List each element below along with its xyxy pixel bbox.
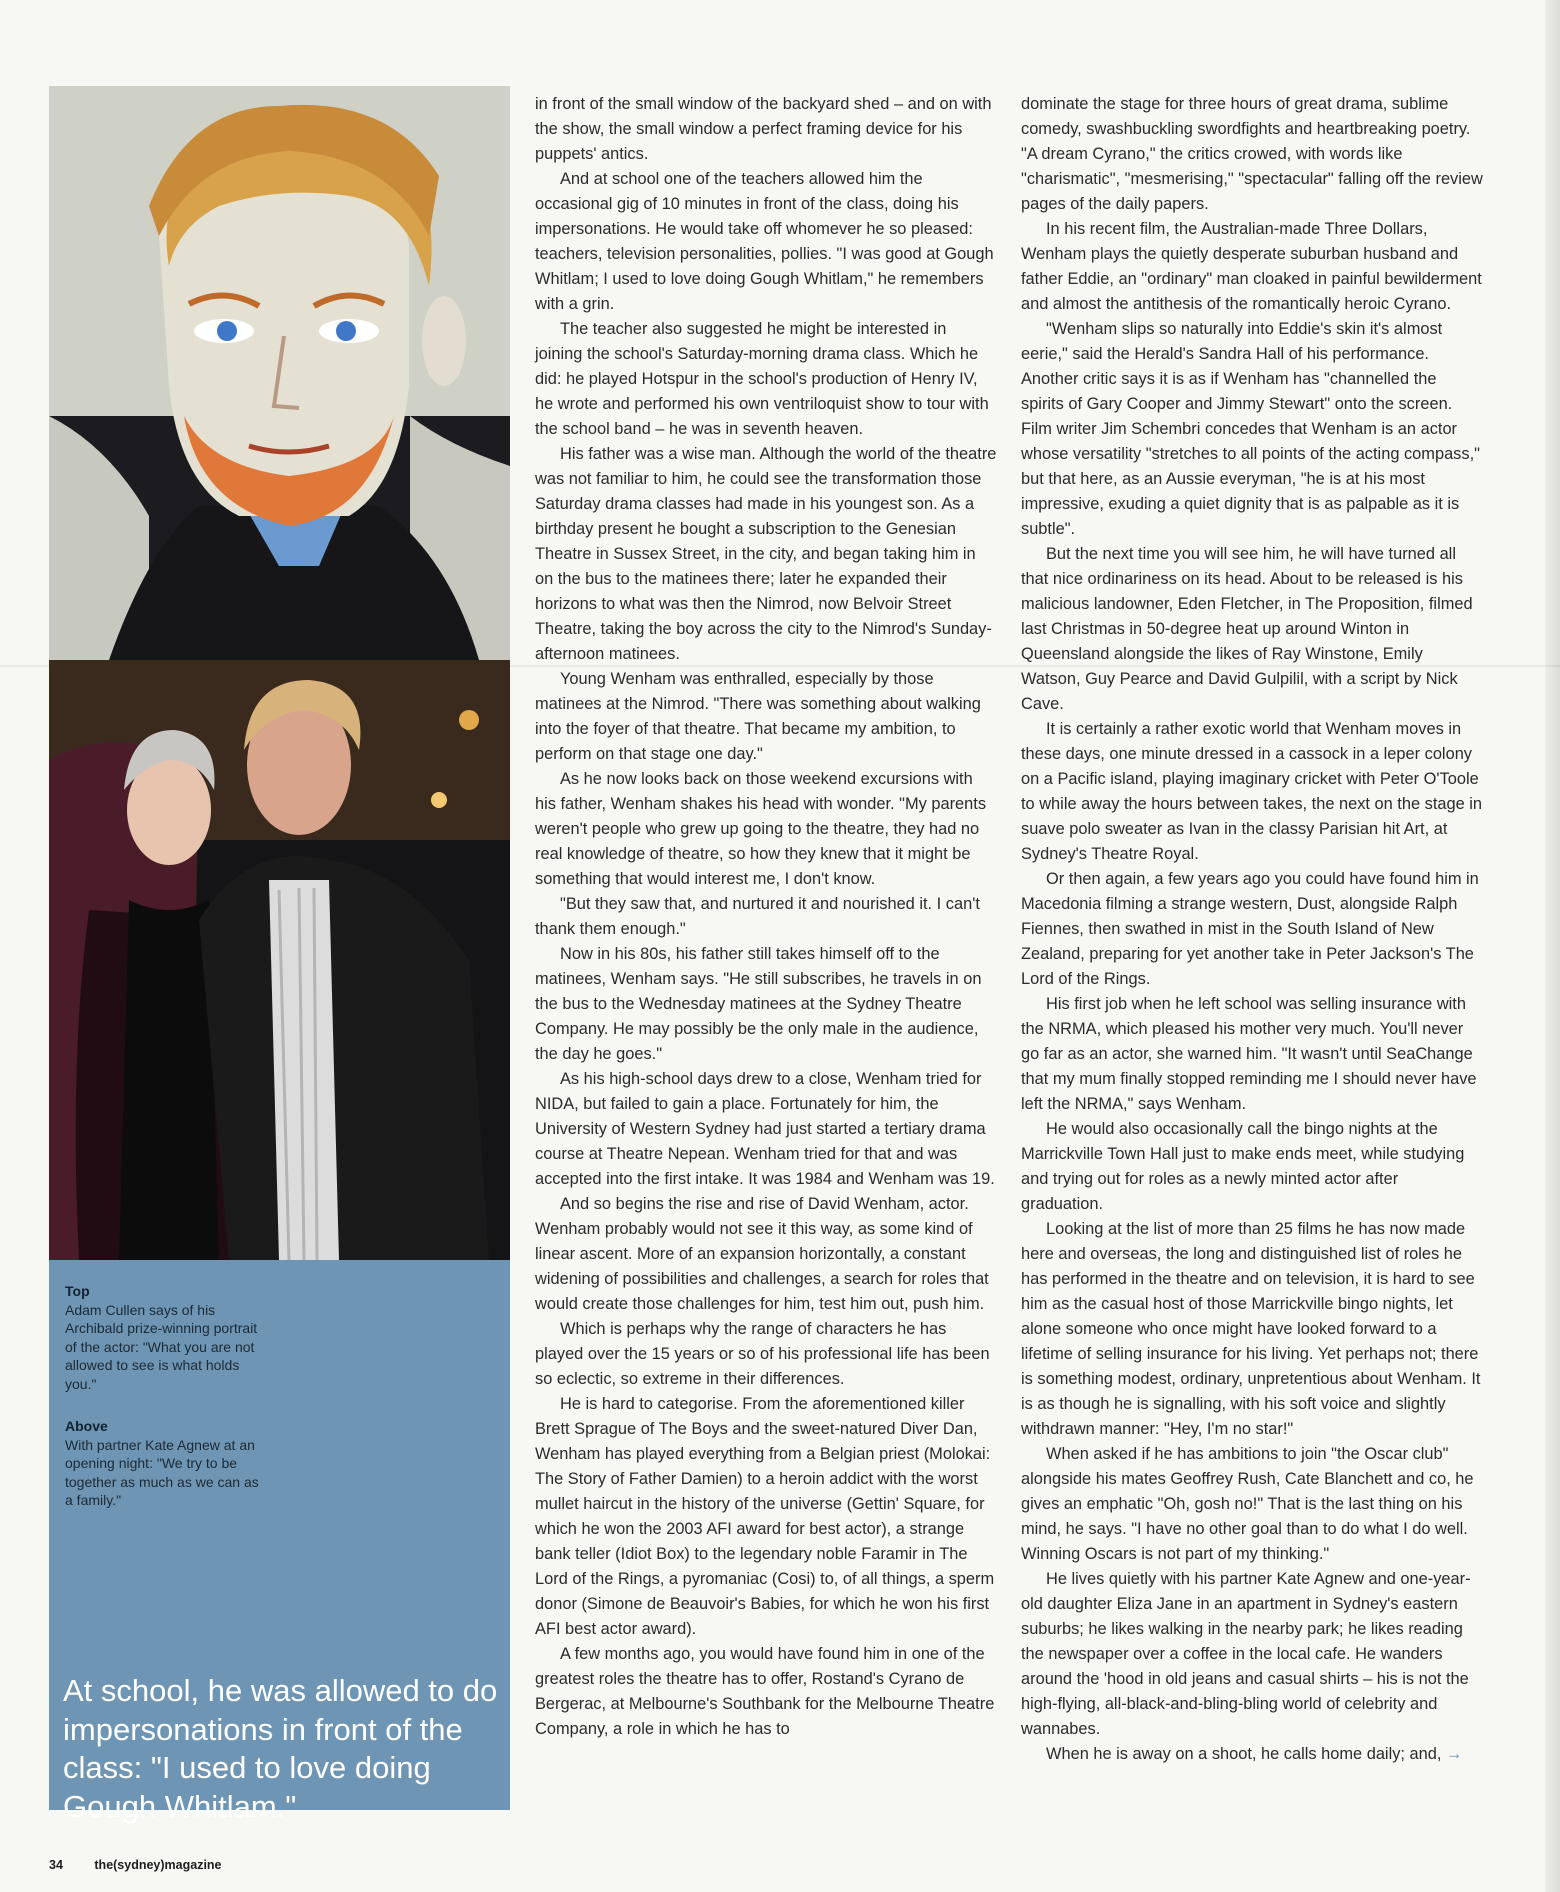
paragraph: His first job when he left school was selling insurance with the NRMA, which pleased his mother very much. You'll never go far as an actor, she warned him. "It wasn't until SeaChange that my mum finally stopped reminding me I should never have left the NRMA," says Wenham. bbox=[1021, 995, 1477, 1113]
couple-photo-image bbox=[49, 660, 510, 1260]
left-column bbox=[49, 86, 510, 1824]
paragraph: As his high-school days drew to a close, Wenham tried for NIDA, but failed to gain a place. Fortunately for him, the University of Western Sydney had just started a tertiary drama course at Theatre Nepean. Wenham tried for that and was accepted into the first intake. It was 1984 and Wenham was 19. bbox=[535, 1070, 995, 1188]
page-edge-shadow bbox=[1545, 0, 1560, 1892]
paragraph: And at school one of the teachers allowed him the occasional gig of 10 minutes in front of the class, doing his impersonations. He would take off whomever he so pleased: teachers, television personalities, pollies. "I was good at Gough Whitlam; I used to love doing Gough Whitlam," he remembers with a grin. bbox=[535, 170, 994, 313]
paragraph: Which is perhaps why the range of characters he has played over the 15 years or so of his professional life has been so eclectic, so extreme in their differences. bbox=[535, 1320, 990, 1388]
paragraph: Looking at the list of more than 25 films he has now made here and overseas, the long and distinguished list of roles he has performed in the theatre and on television, it is hard to see him as the casual host of those Marrickville bingo nights, let alone someone who once might have looked forward to a lifetime of selling insurance for his living. Yet perhaps not; there is something modest, ordinary, unpretentious about Wenham. It is as though he is signalling, with his soft voice and slightly withdrawn manner: "Hey, I'm no star!" bbox=[1021, 1220, 1481, 1438]
paragraph: "But they saw that, and nurtured it and nourished it. I can't thank them enough." bbox=[535, 895, 980, 938]
article-column-1 bbox=[535, 92, 997, 1742]
paragraph: He lives quietly with his partner Kate Agnew and one-year-old daughter Eliza Jane in an apartment in Sydney's eastern suburbs; he likes walking in the nearby park; he likes reading the newspaper over a coffee in the local cafe. He wanders around the 'hood in old jeans and casual shirts – his is not the high-flying, all-black-and-bling-bling world of celebrity and wannabes. bbox=[1021, 1570, 1471, 1738]
paragraph: A few months ago, you would have found him in one of the greatest roles the theatre has to offer, Rostand's Cyrano de Bergerac, at Melbourne's Southbank for the Melbourne Theatre Company, a role in which he has to bbox=[535, 1645, 995, 1738]
pull-quote: At school, he was allowed to do impersonations in front of the class: "I used to love doing Gough Whitlam." bbox=[63, 1673, 498, 1824]
paragraph: The teacher also suggested he might be interested in joining the school's Saturday-morning drama class. Which he did: he played Hotspur in the school's production of Henry IV, he wrote and performed his own ventriloquist show to tour with the school band – he was in seventh heaven. bbox=[535, 320, 989, 438]
article-column-2 bbox=[1021, 92, 1483, 1767]
page-number: 34 bbox=[49, 1858, 63, 1872]
paragraph: And so begins the rise and rise of David Wenham, actor. Wenham probably would not see it this way, as some kind of linear ascent. More of an expansion horizontally, a constant widening of possibilities and challenges, a search for roles that would create those challenges for him, test him out, push him. bbox=[535, 1195, 989, 1313]
caption-sidebar bbox=[49, 1260, 510, 1824]
paragraph: He is hard to categorise. From the aforementioned killer Brett Sprague of The Boys and the sweet-natured Diver Dan, Wenham has played everything from a Belgian priest (Molokai: The Story of Father Damien) to a heroin addict with the worst mullet haircut in the history of the universe (Gettin' Square, for which he won the 2003 AFI award for best actor), a strange bank teller (Idiot Box) to the legendary noble Faramir in The Lord of the Rings, a pyromaniac (Cosi) to, of all things, a sperm donor (Simone de Beauvoir's Babies, for which he won his first AFI best actor award). bbox=[535, 1395, 995, 1638]
paragraph: dominate the stage for three hours of great drama, sublime comedy, swashbuckling swordfights and heartbreaking poetry. "A dream Cyrano," the critics crowed, with words like "charismatic", "mesmerising," "spectacular" falling off the review pages of the daily papers. bbox=[1021, 95, 1483, 213]
continue-arrow-icon: → bbox=[1446, 1745, 1463, 1763]
paragraph: When asked if he has ambitions to join "the Oscar club" alongside his mates Geoffrey Rush, Cate Blanchett and co, he gives an emphatic "Oh, gosh no!" That is the last thing on his mind, he says. "I have no other goal than to do what I do well. Winning Oscars is not part of my thinking." bbox=[1021, 1445, 1474, 1563]
paragraph: in front of the small window of the backyard shed – and on with the show, the small window a perfect framing device for his puppets' antics. bbox=[535, 95, 992, 163]
portrait-painting-image bbox=[49, 86, 510, 660]
caption-top bbox=[65, 1282, 265, 1393]
caption-above-heading: Above bbox=[65, 1418, 108, 1434]
paragraph-last-text: When he is away on a shoot, he calls home daily; and, bbox=[1046, 1745, 1442, 1763]
paragraph-last bbox=[1021, 1742, 1483, 1767]
paragraph: Young Wenham was enthralled, especially by those matinees at the Nimrod. "There was something about walking into the foyer of that theatre. That became my ambition, to perform on that stage one day." bbox=[535, 670, 981, 763]
paragraph: He would also occasionally call the bingo nights at the Marrickville Town Hall just to make ends meet, while studying and trying out for roles as a newly minted actor after graduation. bbox=[1021, 1120, 1465, 1213]
magazine-name: the(sydney)magazine bbox=[94, 1858, 222, 1872]
page-footer bbox=[49, 1858, 222, 1872]
paragraph: Or then again, a few years ago you could have found him in Macedonia filming a strange western, Dust, alongside Ralph Fiennes, then swathed in mist in the South Island of New Zealand, preparing for yet another take in Peter Jackson's The Lord of the Rings. bbox=[1021, 870, 1479, 988]
paragraph: As he now looks back on those weekend excursions with his father, Wenham shakes his head with wonder. "My parents weren't people who grew up going to the theatre, they had no real knowledge of theatre, so how they knew that it might be something that would interest me, I don't know. bbox=[535, 770, 987, 888]
paragraph: It is certainly a rather exotic world that Wenham moves in these days, one minute dressed in a cassock in a leper colony on a Pacific island, playing imaginary cricket with Peter O'Toole to while away the hours between takes, the next on the stage in suave polo sweater as Ivan in the classy Parisian hit Art, at Sydney's Theatre Royal. bbox=[1021, 720, 1483, 863]
paragraph: Now in his 80s, his father still takes himself off to the matinees, Wenham says. "He still subscribes, he travels in on the bus to the Wednesday matinees at the Sydney Theatre Company. He may possibly be the only male in the audience, the day he goes." bbox=[535, 945, 982, 1063]
caption-top-heading: Top bbox=[65, 1283, 90, 1299]
caption-top-text: Adam Cullen says of his Archibald prize-winning portrait of the actor: "What you are not allowed to see is what holds you." bbox=[65, 1301, 258, 1392]
caption-above-text: With partner Kate Agnew at an opening night: "We try to be together as much as we can as a family." bbox=[65, 1436, 259, 1508]
paragraph: But the next time you will see him, he will have turned all that nice ordinariness on its head. About to be released is his malicious landowner, Eden Fletcher, in The Proposition, filmed last Christmas in 50-degree heat up around Winton in Queensland alongside the likes of Ray Winstone, Emily Watson, Guy Pearce and David Gulpilil, with a script by Nick Cave. bbox=[1021, 545, 1473, 713]
paragraph: In his recent film, the Australian-made Three Dollars, Wenham plays the quietly desperate suburban husband and father Eddie, an "ordinary" man cloaked in painful bewilderment and almost the antithesis of the romantically heroic Cyrano. bbox=[1021, 220, 1482, 313]
caption-above bbox=[65, 1417, 265, 1510]
paragraph: His father was a wise man. Although the world of the theatre was not familiar to him, he could see the transformation those Saturday drama classes had made in his youngest son. As a birthday present he bought a subscription to the Genesian Theatre in Sussex Street, in the city, and began taking him in on the bus to the matinees there; later he expanded their horizons to what was then the Nimrod, now Belvoir Street Theatre, taking the boy across the city to the Nimrod's Sunday-afternoon matinees. bbox=[535, 445, 997, 663]
paragraph: "Wenham slips so naturally into Eddie's skin it's almost eerie," said the Herald's Sandra Hall of his performance. Another critic says it is as if Wenham has "channelled the spirits of Gary Cooper and Jimmy Stewart" onto the screen. Film writer Jim Schembri concedes that Wenham is an actor whose versatility "stretches to all points of the acting compass," but that here, as an Aussie everyman, "he is at his most impressive, exuding a quiet dignity that is as palpable as it is subtle". bbox=[1021, 320, 1480, 538]
